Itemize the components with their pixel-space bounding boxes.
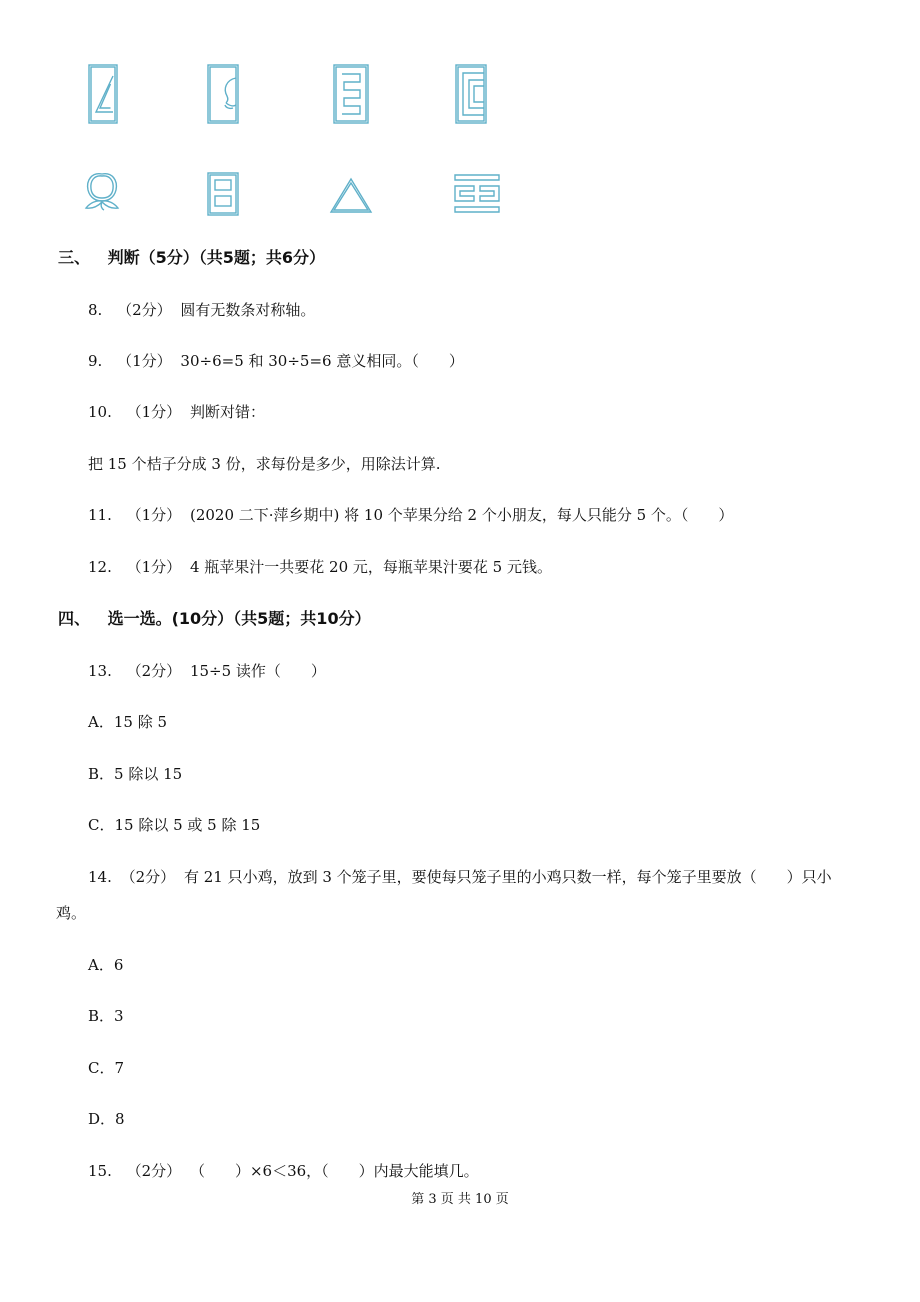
- square-with-bars-figure: [206, 172, 240, 216]
- question-text: （ ）×6＜36，（ ）内最大能填几。: [189, 1162, 479, 1180]
- question-number: 10.: [88, 403, 112, 421]
- question-9: [88, 351, 464, 371]
- option-text: 6: [113, 956, 124, 974]
- question-text: 判断对错：: [189, 403, 265, 421]
- option-label: A．: [88, 713, 114, 731]
- option-a[interactable]: [88, 955, 123, 975]
- question-number: 12.: [88, 558, 112, 576]
- section-title: 选一选。(10分）（共5题；共10分）: [107, 609, 371, 628]
- question-score: （1分）: [126, 506, 182, 524]
- question-text: 圆有无数条对称轴。: [180, 301, 316, 319]
- section-title: 判断（5分）（共5题；共6分）: [107, 248, 325, 267]
- option-text: 8: [115, 1110, 125, 1128]
- option-label: A．: [88, 956, 114, 974]
- question-score: （2分）: [120, 868, 176, 886]
- question-13: [88, 661, 326, 681]
- section-3-heading: [58, 247, 325, 269]
- question-10-statement: 把 15 个桔子分成 3 份，求每份是多少，用除法计算.: [88, 455, 441, 473]
- question-score: （2分）: [126, 662, 182, 680]
- question-text: 15÷5 读作（ ）: [189, 662, 326, 680]
- question-number: 9.: [88, 352, 103, 370]
- option-label: B．: [88, 1007, 115, 1025]
- question-15: [88, 1161, 479, 1181]
- question-14-continuation: 鸡。: [56, 904, 87, 922]
- question-11: [88, 505, 733, 525]
- nested-square-half-figure: [454, 64, 488, 124]
- option-text: 3: [114, 1007, 124, 1025]
- question-text: (2020 二下·萍乡期中) 将 10 个苹果分给 2 个小朋友，每人只能分 5 个。（ ）: [189, 506, 734, 524]
- option-label: B．: [88, 765, 115, 783]
- option-b[interactable]: [88, 764, 182, 784]
- question-number: 15.: [88, 1162, 112, 1180]
- question-text: 30÷6=5 和 30÷5=6 意义相同。（ ）: [180, 352, 464, 370]
- peach-figure: [82, 168, 122, 214]
- page-footer: 第 3 页 共 10 页: [411, 1192, 509, 1207]
- peach-half-figure: [206, 64, 240, 124]
- question-score: （1分）: [117, 352, 172, 370]
- question-score: （2分）: [126, 1162, 182, 1180]
- option-text: 15 除以 5 或 5 除 15: [114, 816, 261, 834]
- figures-area: [0, 0, 920, 230]
- question-score: （2分）: [117, 301, 172, 319]
- section-number: 三、: [58, 248, 91, 267]
- comb-shape-figure: [452, 172, 502, 216]
- question-number: 11.: [88, 506, 112, 524]
- question-10: [88, 402, 265, 422]
- question-score: （1分）: [126, 558, 182, 576]
- option-a[interactable]: [88, 712, 167, 732]
- option-text: 5 除以 15: [114, 765, 183, 783]
- question-score: （1分）: [126, 403, 182, 421]
- option-label: C．: [88, 816, 115, 834]
- question-number: 13.: [88, 662, 112, 680]
- question-number: 8.: [88, 301, 103, 319]
- question-text: 4 瓶苹果汁一共要花 20 元，每瓶苹果汁要花 5 元钱。: [189, 558, 552, 576]
- section-4-heading: [58, 608, 371, 630]
- option-text: 15 除 5: [113, 713, 168, 731]
- option-c[interactable]: [88, 1058, 124, 1078]
- option-text: 7: [114, 1059, 125, 1077]
- option-label: D．: [88, 1110, 116, 1128]
- question-8: [88, 300, 315, 320]
- right-triangle-half-figure: [86, 64, 120, 124]
- question-12: [88, 557, 552, 577]
- section-number: 四、: [58, 609, 91, 628]
- option-label: C．: [88, 1059, 115, 1077]
- question-text: 有 21 只小鸡，放到 3 个笼子里，要使每只笼子里的小鸡只数一样，每个笼子里要放（ ）只小: [183, 868, 832, 886]
- option-b[interactable]: [88, 1006, 124, 1026]
- question-14: [88, 867, 832, 887]
- option-c[interactable]: [88, 815, 260, 835]
- e-shape-half-figure: [332, 64, 370, 124]
- triangle-figure: [328, 176, 374, 216]
- question-number: 14.: [88, 868, 112, 886]
- option-d[interactable]: [88, 1109, 125, 1129]
